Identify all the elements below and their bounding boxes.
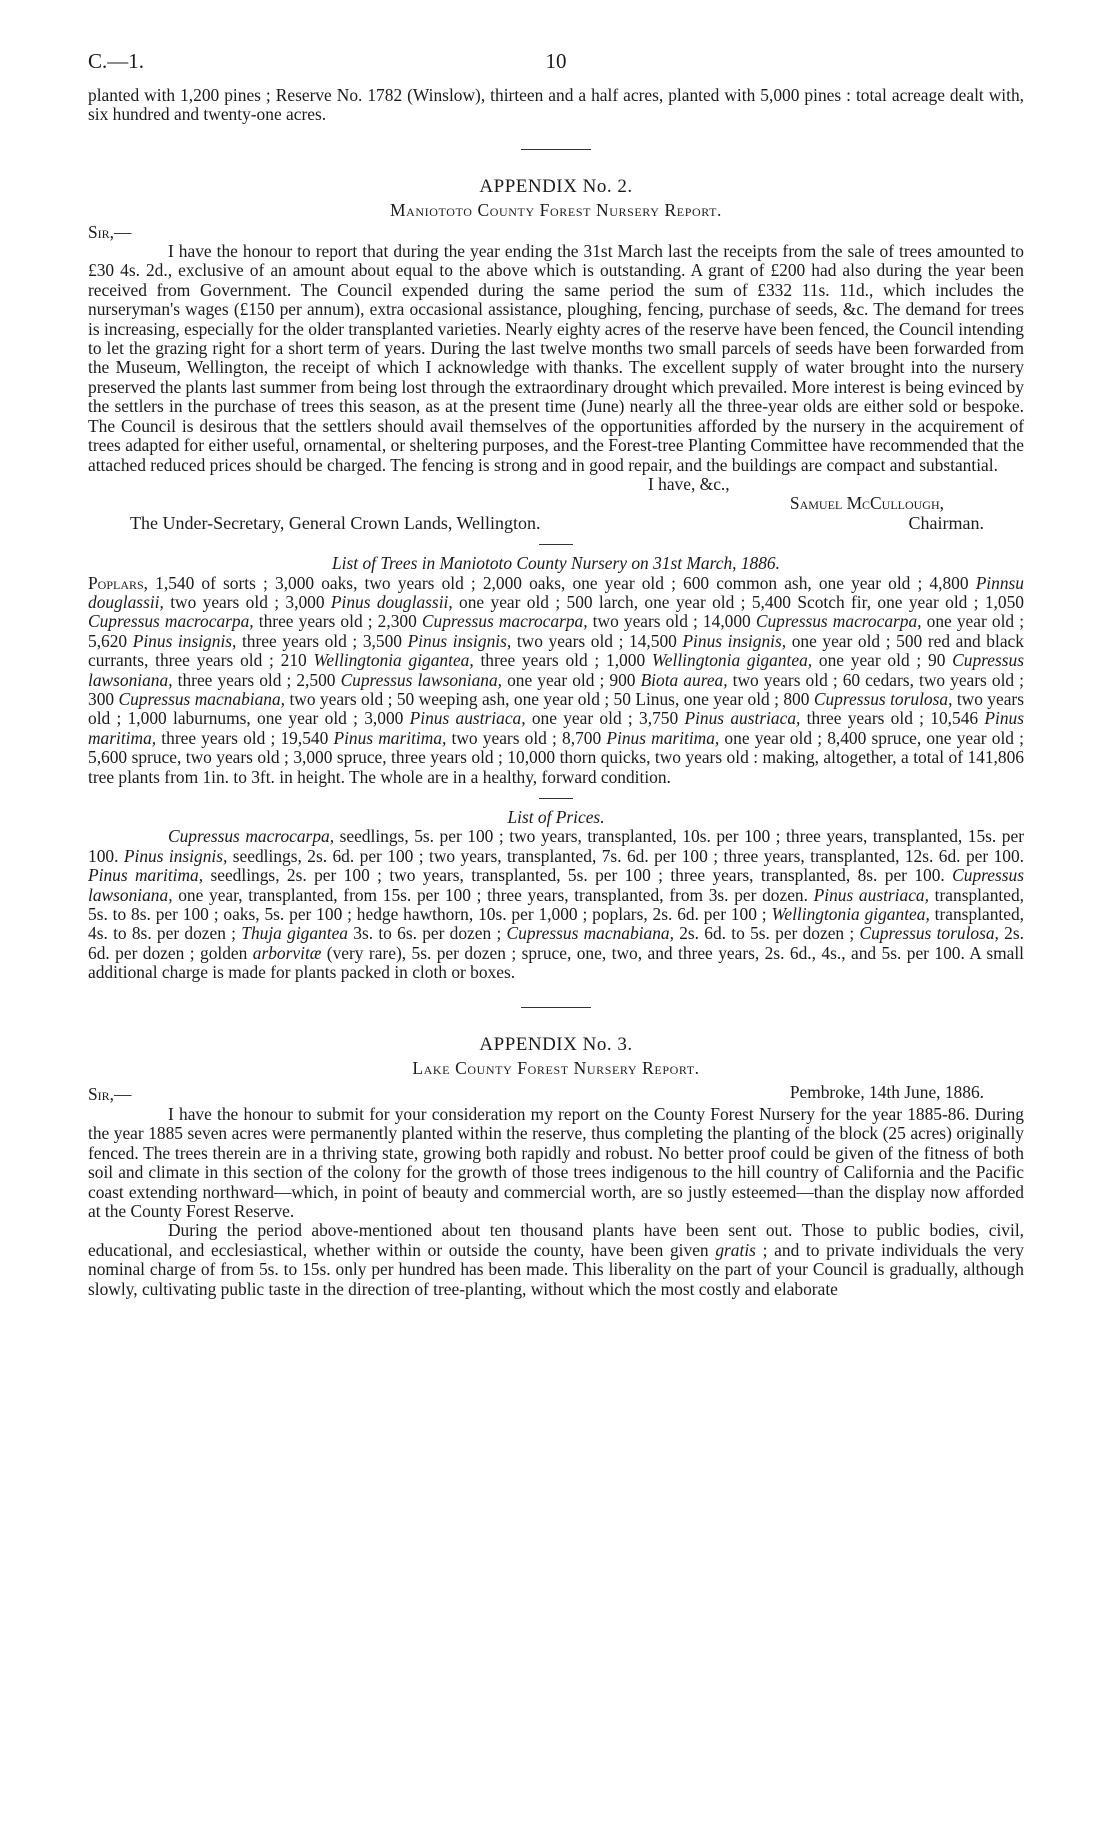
text-run: 1,540 of sorts ; 3,000 oaks, two years old ; 2,000 oaks, one year old ; 600 common ash, one year old ; 4,800 (148, 572, 976, 593)
addressee: The Under-Secretary, General Crown Lands, Wellington. (130, 512, 541, 533)
section-divider (539, 798, 573, 799)
tree-list-paragraph (88, 574, 1024, 787)
text-run: transplanted, 4s. to 8s. per dozen ; (88, 904, 1024, 944)
document-reference: C.—1. (88, 49, 145, 73)
text-run: 2s. 6d. per dozen ; golden (88, 923, 1024, 963)
tree-list-lead: Poplars, (88, 572, 149, 593)
text-run: two years old ; 50 weeping ash, one year old ; 50 Linus, one year old ; 800 (285, 688, 814, 709)
signatory-name: Samuel McCullough, (789, 493, 944, 514)
text-run: two years old ; 14,000 (587, 611, 756, 632)
text-run: two years old ; 60 cedars, two years old ; 300 (88, 669, 1024, 709)
italic-text-run: Pinus insignis, (682, 630, 787, 651)
text-run: one year, transplanted, from 15s. per 100 ; three years, transplanted, from 3s. per dozen. (172, 884, 814, 905)
text-run: three years old ; 1,000 (473, 650, 652, 671)
text-run: three years old ; 2,300 (253, 611, 422, 632)
italic-text-run: Cupressus macrocarpa, (88, 611, 254, 632)
italic-text-run: Pinus maritima, (606, 727, 720, 748)
italic-text-run: Pinus insignis, (123, 845, 228, 866)
appendix-3-title: Lake County Forest Nursery Report. (412, 1058, 700, 1079)
italic-text-run: Cupressus macrocarpa, (168, 826, 335, 847)
text-run: seedlings, 2s. 6d. per 100 ; two years, transplanted, 7s. 6d. per 100 ; three years, transplanted, 12s. 6d. per 100. (227, 845, 1024, 866)
text-run: one year old ; 5,620 (88, 611, 1025, 651)
italic-text-run: Cupressus torulosa, (859, 923, 999, 944)
italic-text-run: Biota aurea, (640, 669, 728, 690)
text-run: two years old ; 14,500 (511, 630, 683, 651)
closing-row (88, 475, 1024, 494)
italic-text-run: Pinus austriaca, (684, 708, 801, 729)
italic-text-run: arborvitæ (252, 942, 322, 963)
italic-text-run: Wellingtonia gigantea, (313, 650, 474, 671)
appendix-2-heading: APPENDIX No. 2. (479, 175, 633, 197)
text-run: (very rare), 5s. per dozen ; spruce, one, two, and three years, 2s. 6d., 4s., and 5s. per 100. A small additional charge is made for plants packed in cloth or boxes. (88, 942, 1024, 983)
text-run: 2s. 6d. to 5s. per dozen ; (673, 923, 860, 944)
prices-list-paragraph (88, 827, 1024, 982)
italic-text-run: Pinus maritima, (88, 708, 1024, 748)
appendix-3-salutation: Sir,— (88, 1084, 132, 1105)
tree-list-title: List of Trees in Maniototo County Nursery on 31st March, 1886. (332, 553, 780, 574)
page-number: 10 (545, 49, 567, 73)
text-run: two years old ; 8,700 (446, 727, 607, 748)
text-run: three years old ; 10,546 (800, 708, 985, 729)
text-run: 3s. to 6s. per dozen ; (348, 923, 507, 944)
text-run: two years old ; 3,000 (163, 591, 331, 612)
appendix-3-heading: APPENDIX No. 3. (479, 1033, 633, 1055)
place-date: Pembroke, 14th June, 1886. (789, 1082, 984, 1103)
text-run: two years old ; 1,000 laburnums, one year old ; 3,000 (88, 688, 1024, 729)
italic-text-run: Cupressus macrocarpa, (755, 611, 922, 632)
appendix-2-salutation: Sir,— (88, 221, 132, 242)
italic-text-run: Pinus insignis, (407, 630, 512, 651)
letter-closing: I have, &c., (648, 473, 730, 494)
italic-text-run: Pinus insignis, (132, 630, 237, 651)
text-run: transplanted, 5s. to 8s. per 100 ; oaks, 5s. per 100 ; hedge hawthorn, 10s. per 1,000 ; poplars, 2s. 6d. per 100 ; (88, 884, 1024, 925)
text-run: During the period above-mentioned about ten thousand plants have been sent out. Those to public bodies, civil, educational, and ecclesiastical, whether within or outside the county, have been given (88, 1220, 1024, 1260)
text-run: one year old ; 90 (812, 650, 953, 671)
italic-text-run: gratis (715, 1239, 756, 1260)
salutation-row (88, 1083, 1024, 1104)
italic-text-run: Wellingtonia gigantea, (771, 904, 930, 925)
text-run: seedlings, 2s. per 100 ; two years, transplanted, 5s. per 100 ; three years, transplanted, 8s. per 100. (203, 865, 953, 886)
text-run: one year old ; 500 red and black currants, three years old ; 210 (88, 630, 1024, 671)
text-run: one year old ; 900 (502, 669, 641, 690)
appendix-2-letter-body: I have the honour to report that during the year ending the 31st March last the receipts from the sale of trees amounted to £30 4s. 2d., exclusive of an amount about equal to the above which is outstanding. A grant of £200 had also during the year been received from Government. The Council expended during the same period the sum of £332 11s. 11d., which includes the nurseryman's wages (£150 per annum), extra occasional assistance, ploughing, fencing, purchase of seeds, &c. The demand for trees is increasing, especially for the older transplanted varieties. Nearly eighty acres of the reserve have been fenced, the Council intending to let the grazing right for a short term of years. During the last twelve months two small parcels of seeds have been forwarded from the Museum, Wellington, the receipt of which I acknowledge with thanks. The excellent supply of water brought into the nursery preserved the plants last summer from being lost through the extraordinary drought which prevailed. More interest is being evinced by the settlers in the purchase of trees this season, as at the present time (June) nearly all the three-year olds are either sold or bespoke. The Council is desirous that the settlers should avail themselves of the opportunities afforded by the nursery in the acquirement of trees adapted for either useful, ornamental, or sheltering purposes, and the Forest-tree Planting Committee have recommended that the attached reduced prices should be charged. The fencing is strong and in good repair, and the buildings are compact and substantial. (88, 241, 1024, 475)
addressee-row (88, 514, 1024, 533)
text-run: one year old ; 500 larch, one year old ; 5,400 Scotch fir, one year old ; 1,050 (452, 591, 1024, 612)
italic-text-run: Cupressus lawsoniana, (88, 865, 1024, 905)
text-run: one year old ; 8,400 spruce, one year old ; 5,600 spruce, two years old ; 3,000 spruce, three years old ; 10,000 thorn quicks, two years old : making, altogether, a total of 141,806 tree plants from 1in. to 3ft. in height. The whole are in a healthy, forward condition. (88, 727, 1024, 787)
appendix-3-paragraph-2 (88, 1221, 1024, 1299)
italic-text-run: Pinus douglassii, (330, 591, 453, 612)
text-run: three years old ; 3,500 (236, 630, 408, 651)
text-run: three years old ; 19,540 (156, 727, 334, 748)
italic-text-run: Cupressus macnabiana, (118, 688, 286, 709)
italic-text-run: Pinus austriaca, (813, 884, 929, 905)
text-run: three years old ; 2,500 (172, 669, 341, 690)
italic-text-run: Cupressus torulosa, (813, 688, 953, 709)
italic-text-run: Cupressus macnabiana, (506, 923, 674, 944)
italic-text-run: Pinus austriaca, (409, 708, 526, 729)
italic-text-run: Thuja gigantea (241, 923, 348, 944)
signatory-title: Chairman. (908, 512, 984, 533)
section-divider (521, 149, 591, 150)
italic-text-run: Pinus maritima, (333, 727, 447, 748)
italic-text-run: Cupressus lawsoniana, (88, 650, 1024, 690)
appendix-3-paragraph-1: I have the honour to submit for your consideration my report on the County Forest Nursery for the year 1885-86. During the year 1885 seven acres were permanently planted within the reserve, thus completing the planting of the block (25 acres) originally fenced. The trees therein are in a thriving state, growing both rapidly and robust. No better proof could be given of the fitness of both soil and climate in this section of the colony for the growth of those trees indigenous to the hill country of California and the Pacific coast extending northward—which, in point of beauty and commercial worth, are so justly esteemed—than the display now afforded at the County Forest Reserve. (88, 1103, 1024, 1221)
appendix-2-title: Maniototo County Forest Nursery Report. (389, 200, 723, 221)
section-divider (521, 1007, 591, 1008)
intro-paragraph: planted with 1,200 pines ; Reserve No. 1782 (Winslow), thirteen and a half acres, planted with 5,000 pines : total acreage dealt with, six hundred and twenty-one acres. (88, 85, 1024, 125)
italic-text-run: Cupressus macrocarpa, (421, 611, 588, 632)
italic-text-run: Pinus maritima, (88, 865, 204, 886)
section-divider (539, 544, 573, 545)
running-header (88, 49, 1024, 86)
italic-text-run: Cupressus lawsoniana, (340, 669, 503, 690)
text-run: one year old ; 3,750 (525, 708, 685, 729)
prices-list-title: List of Prices. (507, 807, 605, 827)
text-run: seedlings, 5s. per 100 ; two years, transplanted, 10s. per 100 ; three years, transplanted, 15s. per 100. (88, 826, 1025, 866)
text-run: ; and to private individuals the very nominal charge of from 5s. to 15s. only per hundred has been made. This liberality on the part of your Council is gradually, although slowly, cultivating public taste in the direction of tree-planting, without which the most costly and elaborate (88, 1239, 1024, 1299)
italic-text-run: Wellingtonia gigantea, (651, 650, 813, 671)
tree-list-body (88, 573, 1024, 787)
italic-text-run: Pinnsu douglassii, (88, 572, 1024, 612)
